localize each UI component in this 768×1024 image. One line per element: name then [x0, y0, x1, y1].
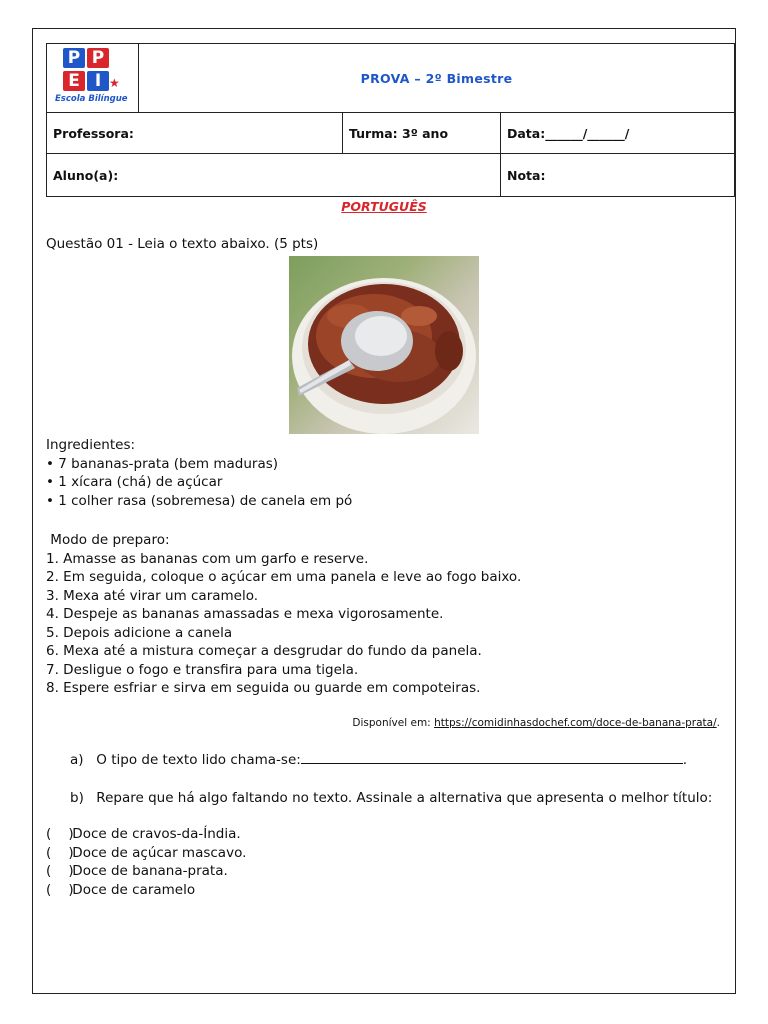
recipe-photo: [289, 256, 479, 434]
method-step: 6. Mexa até a mistura começar a desgrudar do fundo da panela.: [46, 643, 482, 659]
option-item[interactable]: [46, 825, 246, 844]
student-field[interactable]: Aluno(a):: [47, 154, 501, 197]
logo-cell: [47, 44, 139, 113]
question-intro: Questão 01 - Leia o texto abaixo. (5 pts): [46, 236, 319, 252]
source-end: .: [716, 717, 720, 729]
star-icon: ★: [109, 76, 120, 90]
option-text: Doce de caramelo: [72, 881, 196, 898]
subject-title: PORTUGUÊS: [341, 199, 427, 214]
method-step: 8. Espere esfriar e sirva em seguida ou guarde em compoteiras.: [46, 680, 481, 696]
method-step: 4. Despeje as bananas amassadas e mexa vigorosamente.: [46, 606, 444, 622]
ingredients-section: [46, 436, 352, 510]
logo-letter: E: [63, 71, 85, 91]
option-checkbox[interactable]: ( ): [46, 863, 74, 879]
option-item[interactable]: [46, 862, 246, 881]
exam-title: PROVA – 2º Bimestre: [139, 44, 735, 113]
item-letter: b): [70, 790, 84, 806]
method-step: 3. Mexa até virar um caramelo.: [46, 587, 259, 604]
method-title: Modo de preparo:: [46, 532, 170, 548]
option-item[interactable]: [46, 881, 246, 900]
item-end: .: [682, 752, 688, 768]
method-step: 7. Desligue o fogo e transfira para uma tigela.: [46, 661, 359, 678]
item-text: O tipo de texto lido chama-se:: [96, 752, 301, 768]
option-text: Doce de açúcar mascavo.: [72, 844, 247, 861]
ingredient-item: • 7 bananas-prata (bem maduras): [46, 455, 279, 472]
question-a: [70, 751, 687, 768]
school-name: Escola Bilíngue: [55, 94, 128, 104]
method-step: 5. Depois adicione a canela: [46, 624, 233, 641]
logo-letter: P: [63, 48, 85, 68]
item-text: Repare que há algo faltando no texto. Assinale a alternativa que apresenta o melhor título:: [96, 790, 713, 806]
source-link[interactable]: https://comidinhasdochef.com/doce-de-banana-prata/: [434, 717, 717, 729]
source-citation: [352, 717, 720, 729]
question-b: [70, 790, 712, 806]
source-label: Disponível em:: [352, 717, 435, 729]
ingredient-item: • 1 xícara (chá) de açúcar: [46, 474, 223, 490]
class-field: Turma: 3º ano: [343, 113, 501, 154]
logo-letter: I: [87, 71, 109, 91]
option-text: Doce de banana-prata.: [72, 863, 228, 879]
logo-letter: P: [87, 48, 109, 68]
method-step: 1. Amasse as bananas com um garfo e reserve.: [46, 550, 369, 567]
ingredients-title: Ingredientes:: [46, 437, 136, 453]
option-checkbox[interactable]: ( ): [46, 826, 74, 842]
option-item[interactable]: [46, 844, 246, 863]
option-checkbox[interactable]: ( ): [46, 881, 74, 898]
answer-options: [46, 825, 246, 899]
grade-field[interactable]: Nota:: [501, 154, 735, 197]
option-text: Doce de cravos-da-Índia.: [72, 826, 241, 842]
option-checkbox[interactable]: ( ): [46, 844, 74, 861]
method-section: [46, 531, 521, 698]
ingredient-item: • 1 colher rasa (sobremesa) de canela em pó: [46, 492, 353, 509]
date-field[interactable]: Data:______/______/: [501, 113, 735, 154]
exam-header: [46, 43, 735, 197]
method-step: 2. Em seguida, coloque o açúcar em uma panela e leve ao fogo baixo.: [46, 569, 522, 585]
teacher-field[interactable]: Professora:: [47, 113, 343, 154]
school-logo: [47, 44, 127, 112]
item-letter: a): [70, 752, 84, 768]
answer-blank[interactable]: [301, 751, 683, 764]
